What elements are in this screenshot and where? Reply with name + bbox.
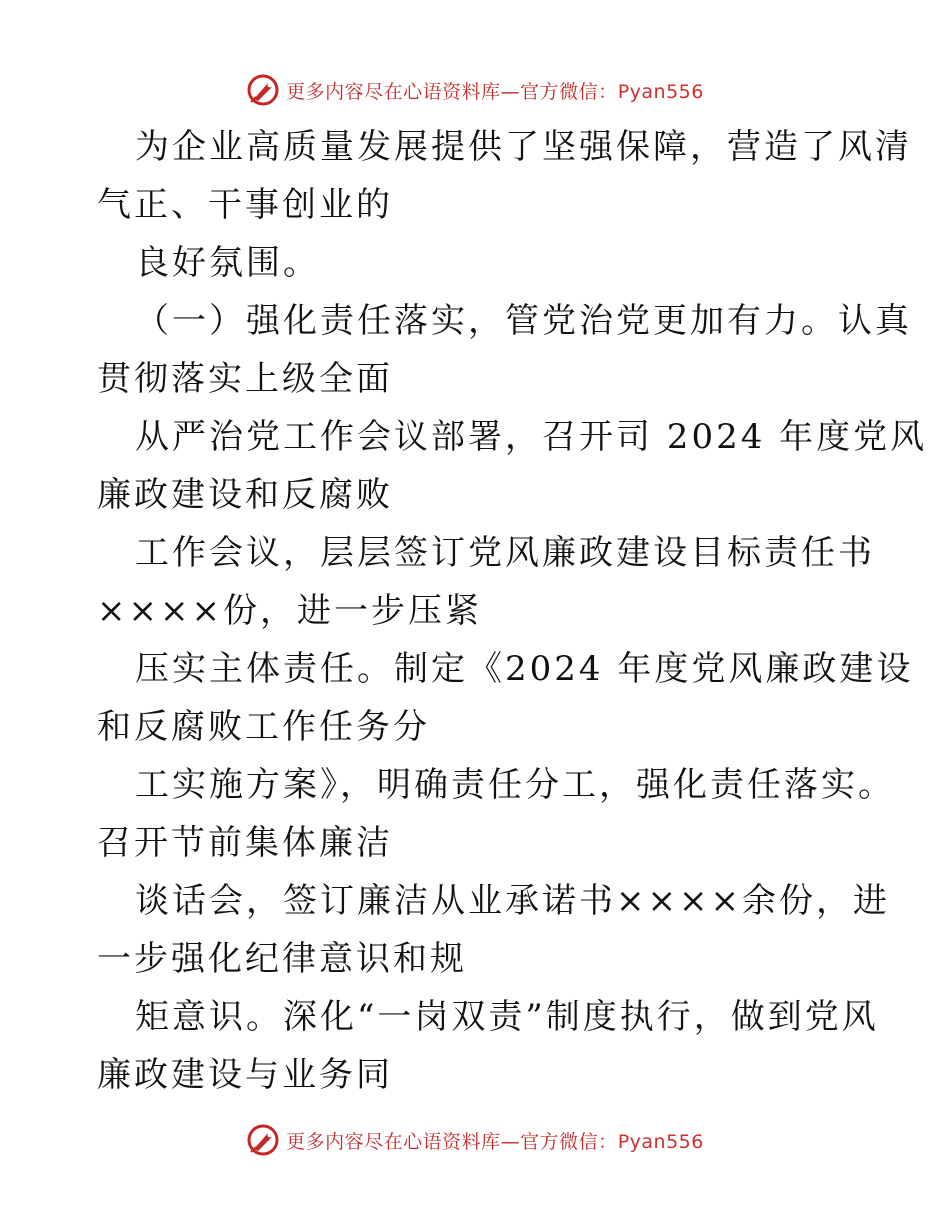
header-banner-text: [286, 77, 704, 104]
header-wechat-label: 官方微信：: [520, 80, 618, 103]
body-line: 压实主体责任。制定《2024 年度党风廉政建设: [135, 649, 914, 689]
body-line: 和反腐败工作任务分: [97, 707, 430, 747]
body-line: 一步强化纪律意识和规: [97, 939, 467, 979]
footer-banner-text: [286, 1127, 704, 1154]
footer-site-name: 更多内容尽在心语资料库: [286, 1130, 501, 1153]
body-line: 为企业高质量发展提供了坚强保障，营造了风清: [135, 127, 912, 167]
body-line: 工实施方案》，明确责任分工，强化责任落实。: [135, 765, 895, 805]
body-line: 谈话会，签订廉洁从业承诺书××××余份，进: [135, 881, 890, 921]
header-wechat-id: Pyan556: [617, 80, 704, 103]
header-dash: —: [500, 80, 521, 103]
header-site-name: 更多内容尽在心语资料库: [286, 80, 501, 103]
body-line: 气正、干事创业的: [97, 185, 393, 225]
footer-banner: [0, 1120, 950, 1160]
body-line: 贯彻落实上级全面: [97, 359, 393, 399]
document-body: [97, 118, 928, 1104]
pen-nib-logo-icon: [246, 73, 280, 107]
body-line: 从严治党工作会议部署，召开司 2024 年度党风: [135, 417, 928, 457]
body-line: 良好氛围。: [135, 243, 320, 283]
body-line: 矩意识。深化“一岗双责”制度执行，做到党风: [135, 997, 879, 1037]
body-line: 廉政建设与业务同: [97, 1055, 393, 1095]
section-heading-line: （一）强化责任落实，管党治党更加有力。认真: [135, 301, 912, 341]
footer-dash: —: [500, 1130, 521, 1153]
header-banner: [0, 70, 950, 110]
body-line: 工作会议，层层签订党风廉政建设目标责任书: [135, 533, 875, 573]
body-line: ××××份，进一步压紧: [97, 591, 482, 631]
body-line: 召开节前集体廉洁: [97, 823, 393, 863]
footer-wechat-id: Pyan556: [617, 1130, 704, 1153]
body-line: 廉政建设和反腐败: [97, 475, 393, 515]
pen-nib-logo-icon: [246, 1123, 280, 1157]
footer-wechat-label: 官方微信：: [520, 1130, 618, 1153]
